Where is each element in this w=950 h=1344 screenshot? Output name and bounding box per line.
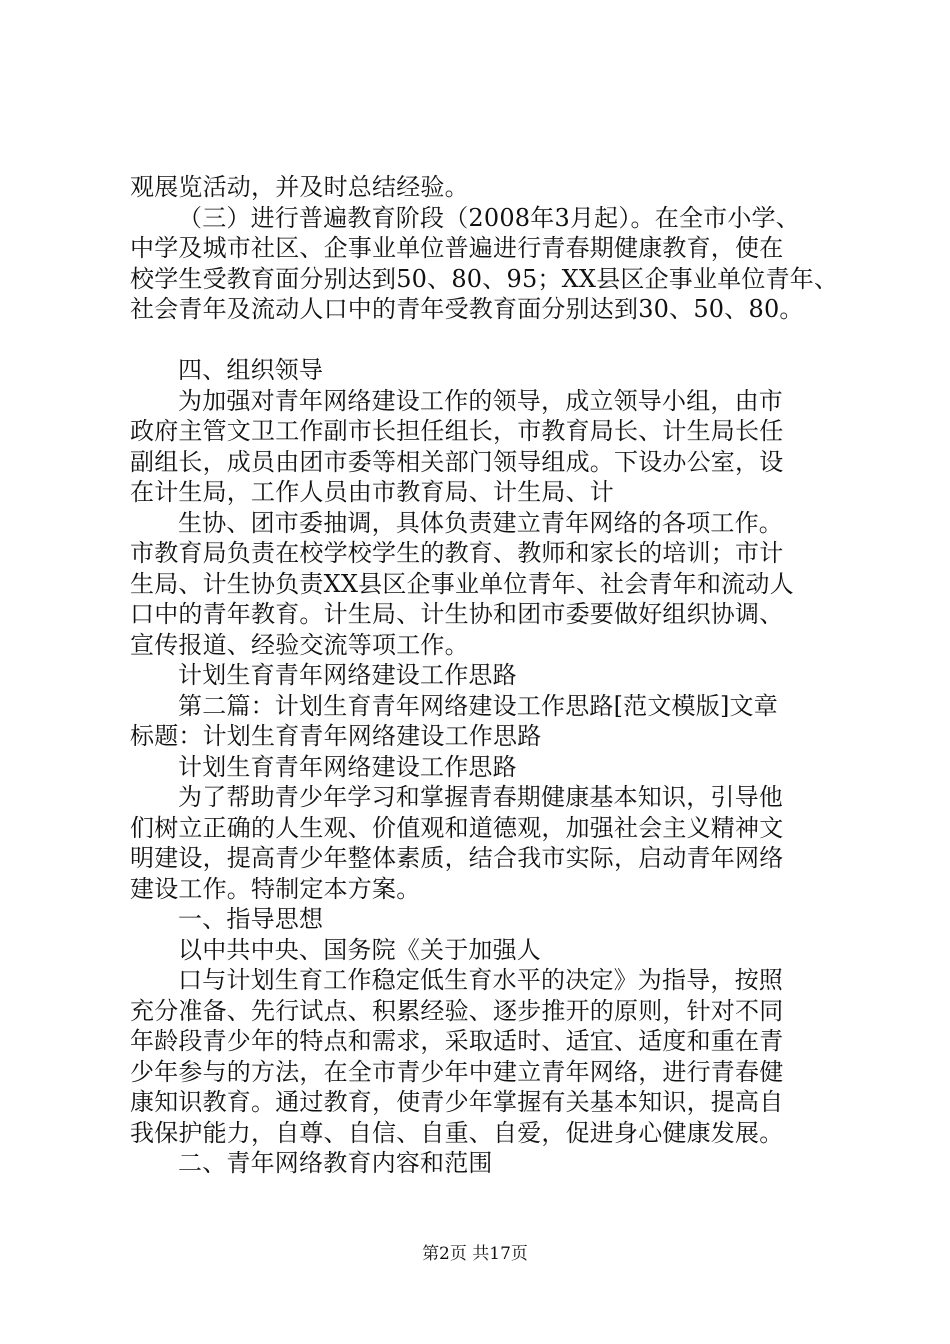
text-line: 少年参与的方法，在全市青少年中建立青年网络，进行青春健: [130, 1057, 784, 1086]
document-title: 计划生育青年网络建设工作思路: [178, 661, 517, 689]
text-line: 中学及城市社区、企事业单位普遍进行青春期健康教育，使在: [130, 234, 784, 262]
text-line: 政府主管文卫工作副市长担任组长，市教育局长、计生局长任: [130, 417, 784, 445]
page-number-footer: 第2页 共17页: [422, 1244, 528, 1264]
text-line: 第二篇：计划生育青年网络建设工作思路[范文模版]文章: [178, 691, 778, 720]
text-line: 以中共中央、国务院《关于加强人: [178, 935, 541, 964]
text-line: 观展览活动，并及时总结经验。: [130, 173, 469, 201]
text-line: 社会青年及流动人口中的青年受教育面分别达到30、50、80。: [130, 295, 804, 323]
text-line: 口中的青年教育。计生局、计生协和团市委要做好组织协调、: [130, 600, 784, 628]
document-body: [130, 172, 839, 1179]
text-line: 市教育局负责在校学校学生的教育、教师和家长的培训；市计: [130, 539, 784, 567]
section-heading: 二、青年网络教育内容和范围: [178, 1149, 493, 1177]
text-line: 标题：计划生育青年网络建设工作思路: [130, 722, 542, 750]
text-line: 为了帮助青少年学习和掌握青春期健康基本知识，引导他: [178, 783, 783, 811]
text-line: 明建设，提高青少年整体素质，结合我市实际，启动青年网络: [130, 844, 784, 872]
text-line: 康知识教育。通过教育，使青少年掌握有关基本知识，提高自: [130, 1088, 784, 1116]
text-line: 在计生局，工作人员由市教育局、计生局、计: [130, 478, 614, 506]
text-line: 年龄段青少年的特点和需求，采取适时、适宜、适度和重在青: [130, 1027, 784, 1055]
text-line: 充分准备、先行试点、积累经验、逐步推开的原则，针对不同: [130, 996, 784, 1025]
section-heading: 四、组织领导: [178, 356, 324, 384]
text-line: 们树立正确的人生观、价值观和道德观，加强社会主义精神文: [130, 813, 784, 842]
text-line: 校学生受教育面分别达到50、80、95；XX县区企事业单位青年、: [130, 264, 839, 293]
text-line: 为加强对青年网络建设工作的领导，成立领导小组，由市: [178, 386, 783, 415]
text-line: 我保护能力，自尊、自信、自重、自爱，促进身心健康发展。: [130, 1118, 784, 1147]
paragraph-gap: [130, 325, 830, 356]
text-line: 宣传报道、经验交流等项工作。: [130, 630, 469, 659]
section-heading: 一、指导思想: [178, 905, 324, 933]
text-line: 生局、计生协负责XX县区企事业单位青年、社会青年和流动人: [130, 569, 794, 598]
document-title: 计划生育青年网络建设工作思路: [178, 752, 517, 781]
text-line: （三）进行普遍教育阶段（2008年3月起）。在全市小学、: [178, 203, 800, 232]
text-line: 口与计划生育工作稳定低生育水平的决定》为指导，按照: [178, 966, 783, 994]
text-line: 建设工作。特制定本方案。: [130, 874, 421, 903]
text-line: 副组长，成员由团市委等相关部门领导组成。下设办公室，设: [130, 447, 784, 476]
text-line: 生协、团市委抽调，具体负责建立青年网络的各项工作。: [178, 508, 783, 537]
